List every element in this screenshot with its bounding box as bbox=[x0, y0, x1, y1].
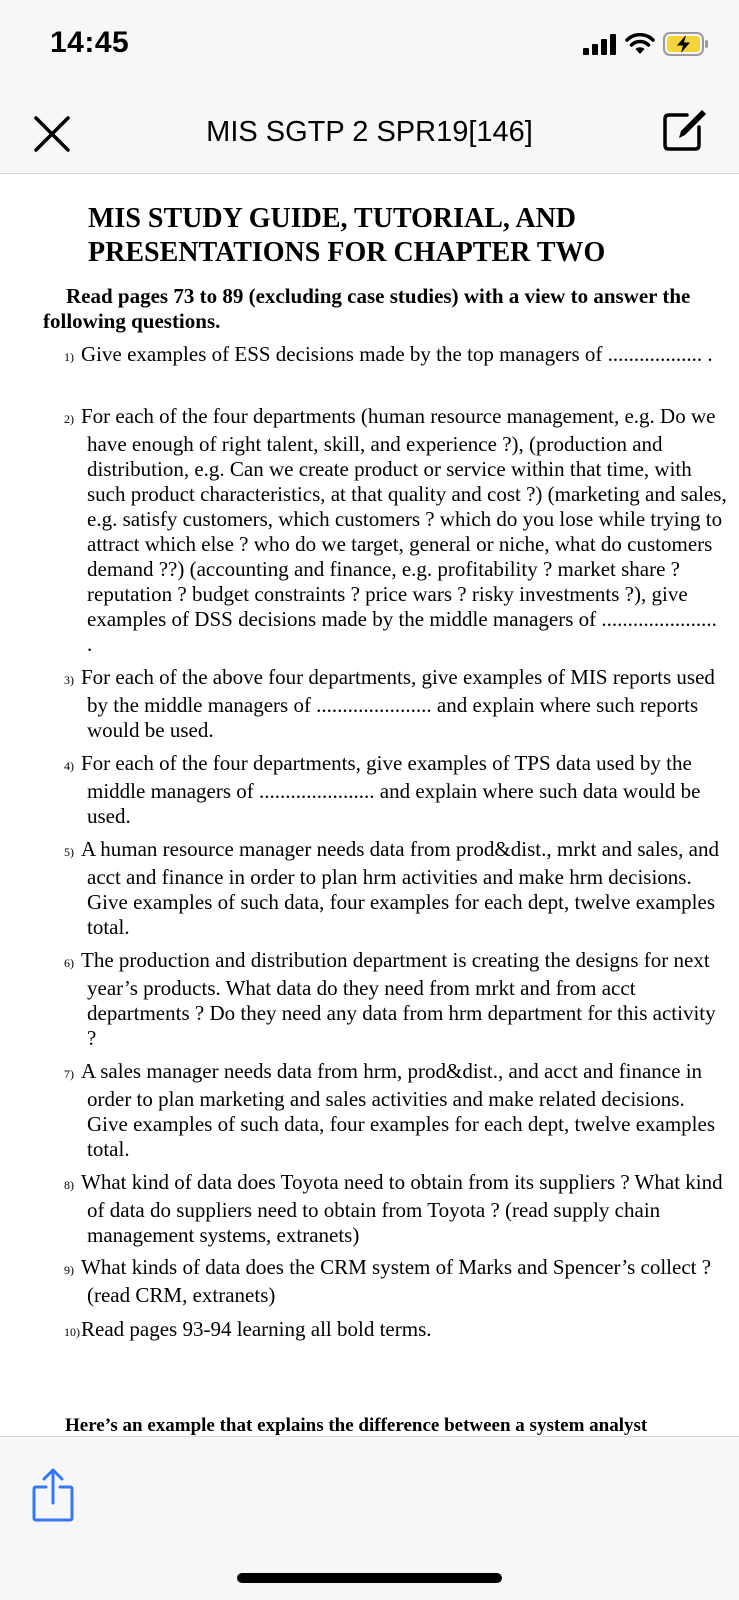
question-text: A sales manager needs data from hrm, prod&dist., and acct and finance in order to plan marketing and sales activities and make related decisions. Give examples of such data, four examples for each dept, twelve examples total. bbox=[81, 1059, 716, 1161]
status-time: 14:45 bbox=[50, 26, 130, 59]
question-text: For each of the four departments, give examples of TPS data used by the middle managers of ...................... and explain where such data would be used. bbox=[81, 751, 701, 828]
document-intro: Read pages 73 to 89 (excluding case studies) with a view to answer the following questions. bbox=[43, 284, 691, 333]
question-text: For each of the above four departments, give examples of MIS reports used by the middle managers of ...................... and explain where such reports would be used. bbox=[81, 665, 715, 742]
document-footer-text: Here’s an example that explains the difference between a system analyst bbox=[65, 1415, 648, 1436]
question-number: 10) bbox=[64, 1325, 80, 1339]
status-bar bbox=[0, 0, 739, 90]
question-number: 3) bbox=[64, 673, 74, 687]
question-number: 6) bbox=[64, 956, 74, 970]
question-text: For each of the four departments (human resource management, e.g. Do we have enough of right talent, skill, and experience ?), (production and distribution, e.g. Can we create product or service within that time, with such product characteristics, at that quality and cost ?) (marketing and sales, e.g. satisfy customers, which customers ? which do you lose while trying to attract which else ? who do we target, general or niche, what do customers demand ??) (accounting and finance, e.g. profitability ? market share ? reputation ? budget constraints ? price wars ? risky investments ?), give examples of DSS decisions made by the middle managers of ...................... . bbox=[81, 404, 727, 656]
cellular-signal-icon bbox=[583, 33, 617, 55]
bottom-toolbar bbox=[0, 1436, 739, 1600]
question-item bbox=[64, 1059, 727, 1162]
home-indicator[interactable] bbox=[237, 1573, 502, 1583]
question-item bbox=[64, 751, 727, 829]
nav-title: MIS SGTP 2 SPR19[146] bbox=[206, 116, 533, 148]
document-title-line2: PRESENTATIONS FOR CHAPTER TWO bbox=[88, 237, 606, 268]
question-item bbox=[64, 948, 727, 1051]
edit-icon[interactable] bbox=[659, 105, 709, 155]
question-number: 7) bbox=[64, 1067, 74, 1081]
status-icons bbox=[583, 32, 709, 56]
question-text: What kinds of data does the CRM system of Marks and Spencer’s collect ? (read CRM, extranets) bbox=[81, 1255, 712, 1307]
question-number: 9) bbox=[64, 1263, 74, 1277]
question-text: Give examples of ESS decisions made by the top managers of .................. . bbox=[81, 342, 713, 366]
document-viewer[interactable] bbox=[0, 174, 739, 1436]
question-item bbox=[64, 665, 727, 743]
share-icon[interactable] bbox=[30, 1467, 76, 1523]
question-text: The production and distribution department is creating the designs for next year’s products. What data do they need from mrkt and from acct departments ? Do they need any data from hrm department for this activity ? bbox=[81, 948, 716, 1050]
document-title-line1: MIS STUDY GUIDE, TUTORIAL, AND bbox=[88, 203, 577, 234]
question-item bbox=[64, 1255, 727, 1308]
question-text: A human resource manager needs data from prod&dist., mrkt and sales, and acct and finance in order to plan hrm activities and make hrm decisions. Give examples of such data, four examples for each dept, twelve examples total. bbox=[81, 837, 719, 939]
question-item bbox=[64, 404, 727, 657]
question-number: 2) bbox=[64, 412, 74, 426]
document-title bbox=[88, 202, 708, 270]
battery-charging-icon bbox=[663, 32, 709, 56]
close-icon[interactable] bbox=[30, 112, 74, 156]
question-text: What kind of data does Toyota need to obtain from its suppliers ? What kind of data do suppliers need to obtain from Toyota ? (read supply chain management systems, extranets) bbox=[81, 1170, 723, 1247]
nav-bar bbox=[0, 90, 739, 174]
question-number: 8) bbox=[64, 1178, 74, 1192]
question-number: 5) bbox=[64, 845, 74, 859]
question-text: Read pages 93-94 learning all bold terms. bbox=[81, 1317, 432, 1341]
question-item bbox=[64, 1170, 727, 1248]
question-number: 1) bbox=[64, 350, 74, 364]
question-number: 4) bbox=[64, 759, 74, 773]
question-item bbox=[64, 342, 727, 370]
question-item bbox=[64, 1317, 727, 1345]
question-item bbox=[64, 837, 727, 940]
wifi-icon bbox=[625, 33, 655, 55]
